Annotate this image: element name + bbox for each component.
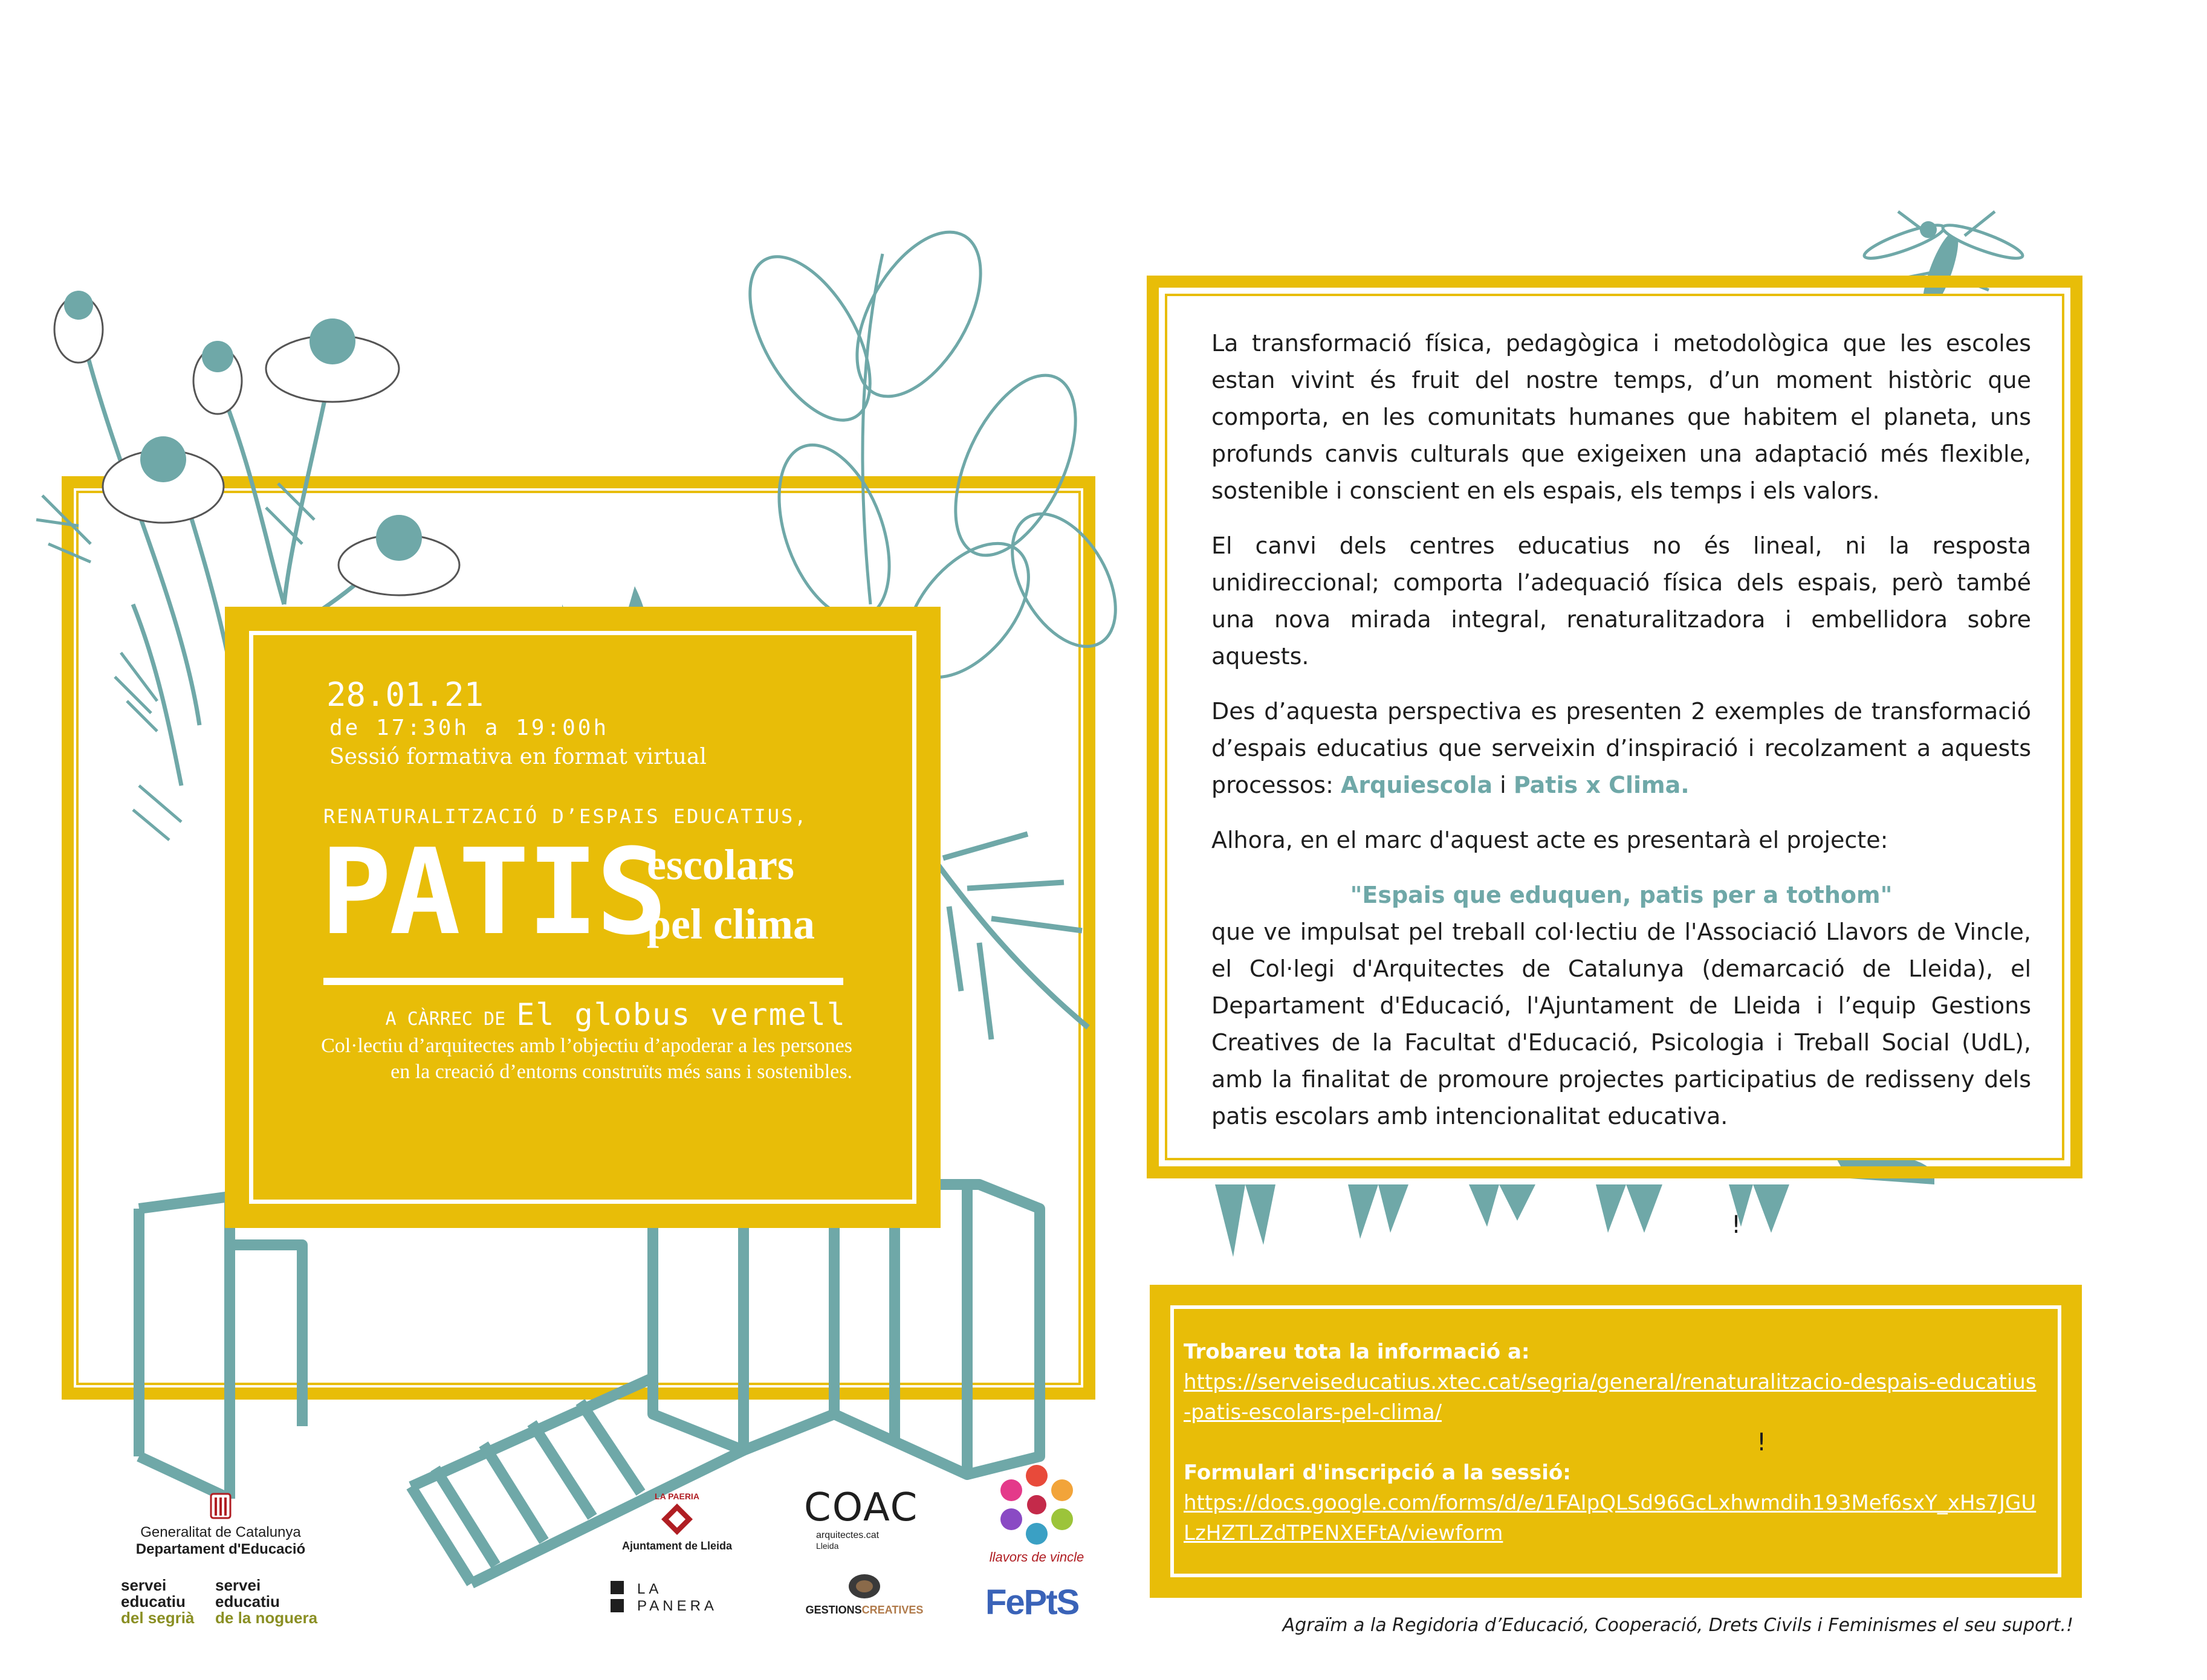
form-link[interactable]: https://docs.google.com/forms/d/e/1FAIpQLSd96GcLxhwmdih193Mef6sxY_xHs7JGULzHZTLZdTPENXEFtA/viewform [1184, 1491, 2037, 1545]
title-divider [323, 978, 843, 985]
gencat-shield-icon [209, 1493, 233, 1522]
llavors-de-vincle-logo: llavors de vincle [985, 1462, 1088, 1565]
paragraph-3: Des d’aquesta perspectiva es presenten 2 exemples de transformació d’espais educatius que serveixin d’inspiració i recolzament a aquests processos: Arquiescola i Patis x Clima. [1211, 698, 2031, 798]
description-text [1211, 325, 2031, 1135]
stray-exclamation: ! [1731, 1211, 1742, 1239]
paragraph-1: La transformació física, pedagògica i metodològica que les escoles estan vivint és fruit del nostre temps, d’un moment històric que comporta, en les comunitats humanes que habitem el planeta, uns profunds canvis culturals que exigeixen una adaptació més flexible, sostenible i conscient en els espais, els temps i els valors. [1211, 330, 2031, 504]
llavors-flower-icon [994, 1462, 1079, 1547]
servei-educatiu-segria-logo: servei educatiu del segrià [121, 1576, 195, 1627]
project-title: "Espais que eduquen, patis per a tothom" [1350, 882, 1893, 908]
grass-tufts [1215, 1184, 1789, 1257]
speaker-line [363, 997, 846, 1032]
gencat-logo: Generalitat de Catalunya Departament d'Educació [121, 1493, 320, 1558]
coac-logo: COAC arquitectes.cat Lleida [804, 1485, 919, 1551]
event-format: Sessió formativa en format virtual [329, 745, 707, 769]
speaker-description: Col·lectiu d’arquitectes amb l’objectiu d’apoderar a les persones en la creació d’entorns construïts més sans i sostenibles. [321, 1035, 852, 1083]
speaker-prefix: A CÀRREC DE [385, 1009, 506, 1030]
gestions-creatives-icon [846, 1571, 883, 1601]
form-heading: Formulari d'inscripció a la sessió: [1184, 1461, 1571, 1485]
ajuntament-lleida-logo: LA PAERIA Ajuntament de Lleida [621, 1491, 733, 1552]
event-title-small-2: pel clima [647, 900, 815, 948]
paragraph-2: El canvi dels centres educatius no és lineal, ni la resposta unidireccional; comporta l’adequació física dels espais, però també una nova mirada integral, renaturalitzadora i embellidora sobre aquests. [1211, 532, 2031, 670]
arquiescola-link[interactable]: Arquiescola [1340, 772, 1493, 798]
servei-educatiu-noguera-logo: servei educatiu de la noguera [215, 1576, 318, 1627]
event-title-small-1: escolars [647, 841, 794, 889]
paeria-emblem-icon [659, 1501, 695, 1537]
acknowledgement: Agraïm a la Regidoria d’Educació, Cooperació, Drets Civils i Feminismes el seu suport.! [1282, 1615, 2073, 1636]
event-time: de 17:30h a 19:00h [329, 716, 609, 740]
info-exclamation: ! [1757, 1429, 1767, 1456]
info-heading: Trobareu tota la informació a: [1184, 1340, 1530, 1364]
paragraph-4: Alhora, en el marc d'aquest acte es presentarà el projecte: [1211, 827, 1888, 853]
gestions-creatives-logo: GESTIONSCREATIVES [792, 1571, 937, 1617]
paragraph-5: que ve impulsat pel treball col·lectiu de l'Associació Llavors de Vincle, el Col·legi d'Arquitectes de Catalunya (demarcació de Lleida), el Departament d'Educació, l'Ajuntament de Lleida i l’equip Gestions Creatives de la Facultat d'Educació, Psicologia i Treball Social (UdL), amb la finalitat de promoure projectes participatius de redisseny dels patis escolars amb intencionalitat educativa. [1211, 919, 2031, 1129]
info-text [1184, 1337, 2042, 1548]
fepts-logo: FePtS [985, 1583, 1079, 1622]
patis-x-clima-link[interactable]: Patis x Clima. [1513, 772, 1690, 798]
event-title-big: PATIS [320, 824, 666, 961]
speaker-name: El globus vermell [516, 997, 846, 1032]
info-link[interactable]: https://serveiseducatius.xtec.cat/segria/general/renaturalitzacio-despais-educatius-patis-escolars-pel-clima/ [1184, 1370, 2037, 1424]
event-date: 28.01.21 [326, 676, 484, 714]
event-subtitle: RENATURALITZACIÓ D’ESPAIS EDUCATIUS, [323, 805, 808, 828]
